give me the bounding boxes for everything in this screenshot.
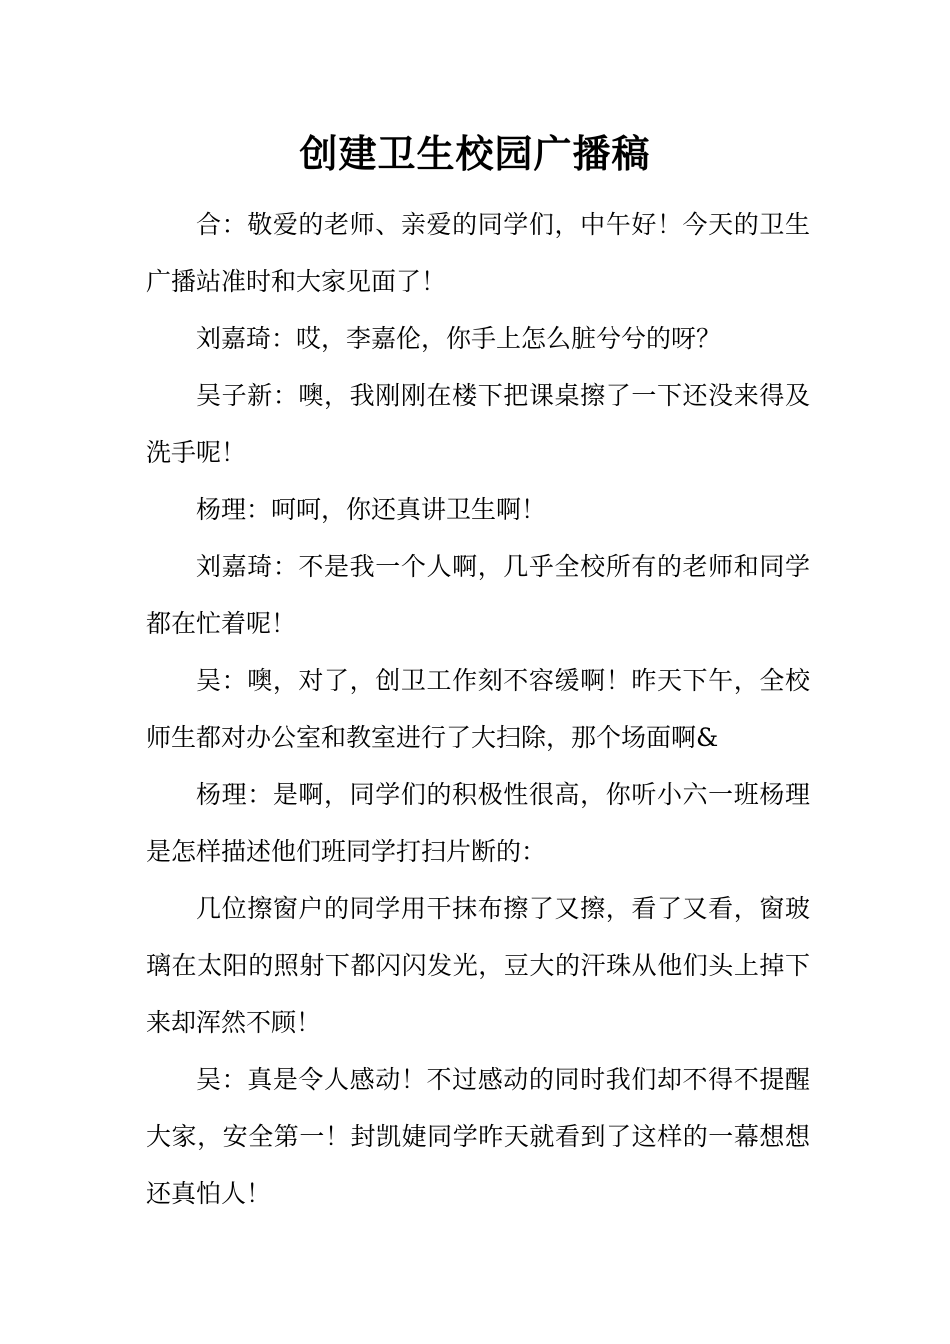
paragraph-greeting: 合：敬爱的老师、亲爱的同学们，中午好！今天的卫生广播站准时和大家见面了！ [146, 210, 810, 296]
paragraph-liu-2: 刘嘉琦：不是我一个人啊，几乎全校所有的老师和同学都在忙着呢！ [146, 552, 810, 638]
paragraph-description: 几位擦窗户的同学用干抹布擦了又擦，看了又看，窗玻璃在太阳的照射下都闪闪发光，豆大的汗珠从他们头上掉下来却浑然不顾！ [146, 894, 810, 1037]
paragraph-liu-1: 刘嘉琦：哎，李嘉伦，你手上怎么脏兮兮的呀？ [196, 324, 722, 353]
paragraph-wu-1: 吴子新：噢，我刚刚在楼下把课桌擦了一下还没来得及洗手呢！ [146, 381, 810, 467]
paragraph-yang-1: 杨理：呵呵，你还真讲卫生啊！ [196, 495, 547, 524]
paragraph-wu-3: 吴：真是令人感动！不过感动的同时我们却不得不提醒大家，安全第一！封凯婕同学昨天就看到了这样的一幕想想还真怕人！ [146, 1065, 810, 1208]
document-body [146, 196, 810, 1222]
paragraph-yang-2: 杨理：是啊，同学们的积极性很高，你听小六一班杨理是怎样描述他们班同学打扫片断的： [146, 780, 810, 866]
paragraph-wu-2: 吴：噢，对了，创卫工作刻不容缓啊！昨天下午，全校师生都对办公室和教室进行了大扫除，那个场面啊& [146, 666, 810, 752]
document-title: 创建卫生校园广播稿 [299, 131, 651, 176]
